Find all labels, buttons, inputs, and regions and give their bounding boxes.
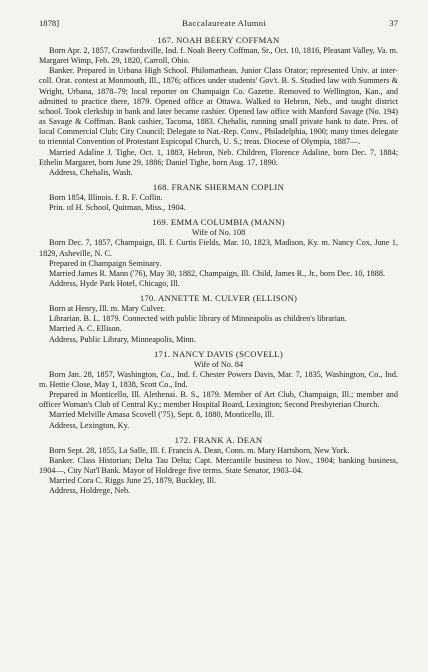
entry-paragraph: Born Jan. 28, 1857, Washington, Co., Ind. f. Chester Powers Davis, Mar. 7, 1835, Washington, Co., Ind. m. Hettie Close, May 1, 1838, Scott Co., Ind.: [39, 369, 398, 389]
entry-paragraph: Address, Hyde Park Hotel, Chicago, Ill.: [49, 278, 180, 288]
alumni-entry: [39, 293, 398, 345]
header-year: 1878]: [39, 18, 60, 28]
entry-paragraph: Married James R. Mann ('76), May 30, 1882, Champaign, Ill. Child, James R., Jr., born Dec. 10, 1888.: [49, 268, 385, 278]
page-number: 37: [389, 18, 398, 28]
entry-paragraph: Married Cora C. Riggs June 25, 1879, Buckley, Ill.: [49, 476, 217, 486]
alumni-entry: [39, 435, 398, 497]
entry-paragraph: Born Dec. 7, 1857, Champaign, Ill. f. Curtis Fields, Mar. 10, 1823, Madison, Ky. m. Nancy Cox, June 1, 1829, Asheville, N. C.: [39, 238, 398, 258]
entry-paragraph: Prepared in Monticello, Ill. Alethenai. B. S., 1879. Member of Art Club, Champaign, Ill.; member and officer Woman's Club of Central Ky.; member Hospital Board, Lexington; Second Presbyterian Church.: [39, 390, 398, 410]
entry-paragraph: Born 1854, Illinois. f. R. F. Coflin.: [49, 193, 163, 203]
entry-heading: 168. FRANK SHERMAN COPLIN: [152, 182, 285, 193]
entry-heading: 170. ANNETTE M. CULVER (ELLISON): [139, 293, 298, 304]
alumni-entry: [39, 35, 398, 178]
running-header: [39, 18, 398, 29]
entry-heading: 167. NOAH BEERY COFFMAN: [157, 35, 280, 45]
entry-paragraph: Librarian. B. L. 1879. Connected with public library of Minneapolis as children's librarian.: [49, 314, 347, 324]
alumni-entry: [39, 349, 398, 431]
entry-paragraph: Address, Chehalis, Wash.: [49, 167, 133, 177]
entry-paragraph: Married Melville Amasa Scovell ('75), Sept. 8, 1880, Monticello, Ill.: [49, 410, 274, 420]
entries-list: [39, 35, 398, 496]
entry-paragraph: Prepared in Champaign Seminary.: [49, 258, 162, 268]
entry-paragraph: Address, Public Library, Minneapolis, Minn.: [49, 334, 196, 344]
entry-heading: 169. EMMA COLUMBIA (MANN): [152, 217, 285, 228]
entry-paragraph: Prin. of H. School, Quitman, Miss., 1904.: [49, 203, 186, 213]
entry-paragraph: Married A. C. Ellison.: [49, 324, 122, 334]
entry-heading: 171. NANCY DAVIS (SCOVELL): [153, 348, 284, 359]
entry-subtitle: Wife of No. 108: [191, 228, 246, 238]
entry-paragraph: Banker. Prepared in Urbana High School. Philomathean. Junior Class Orator; represented Univ. at inter-coll. Orat. contest at Monmouth, Ill., 1876; offices under students' Gov't. B. S. Studied law with Summers & Wright, Urbana, 1878–79; local reporter on Champaign Co. Gazette. Removed to Wellington, Kan., and admitted to practice there, 1879. Opened office at Ottawa. Walked to Hebron, Neb., and taught district school. Took clerkship in bank and later became cashier. Opened law office with Manford Savage (No. 194) as Savage & Coffman. Bank cashier, Tacoma, 1883. Chehalis, running small private bank to date. Pres. of local Commercial Club; City Council; Delegate to Nat.-Rep. Conv., Philadelphia, 1900; many times delegate to triennial Convention of Protestant Espicopal Church, U. S.; treas. Diocese of Olympia, 1887—.: [39, 66, 398, 147]
entry-paragraph: Address, Lexington, Ky.: [49, 420, 130, 430]
entry-paragraph: Born Apr. 2, 1857, Crawfordsville, Ind. f. Noah Beery Coffman, Sr., Oct. 10, 1816, Pleasant Valley, Va. m. Margaret Wimp, Feb. 29, 1820, Carroll, Ohio.: [39, 46, 398, 66]
entry-paragraph: Address, Holdrege, Neb.: [49, 486, 131, 496]
entry-heading: 172. FRANK A. DEAN: [174, 434, 263, 445]
entry-paragraph: Banker. Class Historian; Delta Tau Delta; Capt. Mercantile business to Nov., 1904; banking business, 1904—, City Nat'l Bank. Mayor of Holdrege five terms. State Senator, 1903–04.: [39, 455, 398, 475]
alumni-entry: [39, 182, 398, 213]
entry-paragraph: Born Sept. 28, 1855, La Salle, Ill. f. Francis A. Dean, Conn. m. Mary Hartshorn, New York.: [49, 445, 350, 455]
entry-paragraph: Born at Henry, Ill. m. Mary Culver.: [49, 304, 165, 314]
entry-subtitle: Wife of No. 84: [193, 359, 244, 369]
entry-paragraph: Married Adaline J. Tighe, Oct. 1, 1883, Hebron, Neb. Children, Florence Adaline, born Dec. 7, 1884; Ethelin Margaret, born June 29, 1886; Daniel Tighe, born Aug. 17, 1890.: [39, 147, 398, 167]
header-title: Baccalaureate Alumni: [182, 18, 267, 28]
alumni-entry: [39, 217, 398, 289]
